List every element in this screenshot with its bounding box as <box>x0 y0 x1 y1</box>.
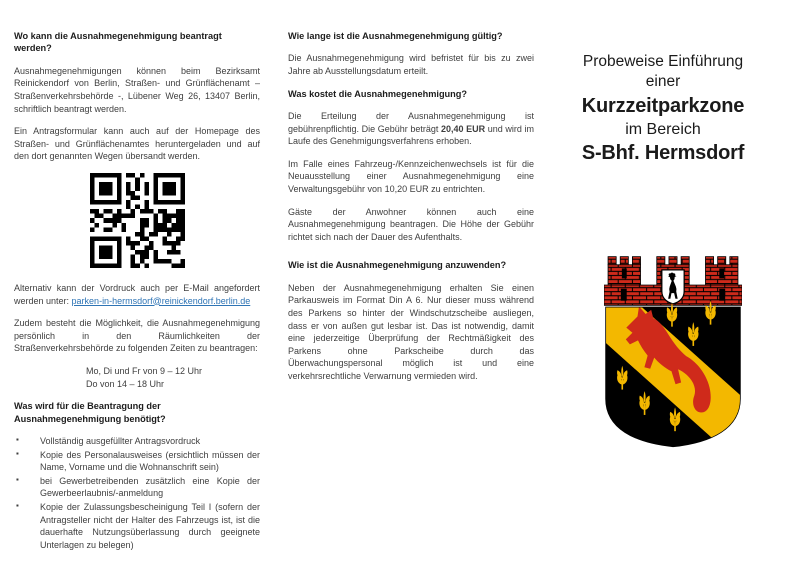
heading-validity: Wie lange ist die Ausnahmegenehmigung gültig? <box>288 31 503 41</box>
title-line-2: einer <box>645 73 681 91</box>
paragraph-in-person: Zudem besteht die Möglichkeit, die Ausnahmegenehmigung persönlich in den Räumlichkeiten der Straßenverkehrsbehörde zu folgenden Zeiten zu beantragen: <box>14 318 260 354</box>
heading-cost: Was kostet die Ausnahmegenehmigung? <box>288 88 468 99</box>
paragraph-guests: Gäste der Anwohner können auch eine Ausnahmegenehmigung beantragen. Die Höhe der Gebühr richtet sich nach der Dauer des Aufenthalts. <box>288 206 534 242</box>
email-link[interactable]: parken-in-hermsdorf@reinickendorf.berlin.de <box>71 295 251 306</box>
paragraph-reissue-fee: Im Falle eines Fahrzeug-/Kennzeichenwechsels ist für die Neuausstellung einer Ausnahmegenehmigung eine Verwaltungsgebühr von 10,20 EUR zu entrichten. <box>288 158 534 194</box>
requirements-list <box>14 435 260 551</box>
berlin-bear-shield <box>662 270 684 304</box>
paragraph-validity: Die Ausnahmegenehmigung wird befristet für bis zu zwei Jahre ab Ausstellungsdatum erteilt. <box>288 53 534 77</box>
cost-text-before: Die Erteilung der Ausnahmegenehmigung ist gebührenpflichtig. Die Gebühr beträgt <box>288 111 534 134</box>
paragraph-email-request <box>14 282 260 307</box>
cost-amount: 20,40 EUR <box>441 123 486 134</box>
qr-code <box>90 173 185 268</box>
office-hours <box>14 365 260 390</box>
paragraph-form-homepage: Ein Antragsformular kann auch auf der Homepage des Straßen- und Grünflächenamtes heruntergeladen und auf den dort genannten Wegen übersandt werden. <box>14 126 260 162</box>
title-line-3: Kurzzeitparkzone <box>581 94 745 117</box>
heading-requirements: Was wird für die Beantragung der Ausnahmegenehmigung benötigt? <box>14 401 166 424</box>
paragraph-cost <box>288 110 534 148</box>
email-request-text: Alternativ kann der Vordruck auch per E-Mail angefordert werden unter: <box>14 283 260 306</box>
title-line-5: S-Bhf. Hermsdorf <box>581 142 745 165</box>
middle-column <box>288 30 534 393</box>
title-line-1: Probeweise Einführung <box>582 53 744 70</box>
shield <box>604 289 742 450</box>
heading-usage: Wie ist die Ausnahmegenehmigung anzuwenden? <box>288 260 507 271</box>
reinickendorf-coat-of-arms <box>604 250 742 450</box>
list-item: ▪ bei Gewerbetreibenden zusätzlich eine Kopie der Gewerbeerlaubnis/-anmeldung <box>40 475 260 500</box>
cost-text-after: und wird im Laufe des Genehmigungsverfahrens erhoben. <box>288 123 535 147</box>
list-item: ▪ Kopie des Personalausweises (ersichtlich müssen der Name, Vorname und die Wohnanschrift sein) <box>40 449 260 474</box>
heading-where-to-apply: Wo kann die Ausnahmegenehmigung beantragt werden? <box>14 31 222 54</box>
left-column <box>14 30 260 552</box>
office-hours-line1: Mo, Di und Fr von 9 – 12 Uhr <box>86 365 203 376</box>
cover-panel <box>535 52 791 167</box>
office-hours-line2: Do von 14 – 18 Uhr <box>86 378 165 389</box>
paragraph-usage: Neben der Ausnahmegenehmigung erhalten Sie einen Parkausweis im Format Din A 6. Nur dieser muss während des Parkens so hinter der Windschutzscheibe ausliegen, dass er von außen gut lesbar ist. Das ist notwendig, damit eine jederzeitige Überprüfung der Rechtmäßigkeit des Parkens ohne Parkscheibe durch das Überwachungspersonal möglich ist und eine verkehrsrechtliche Verwarnung vermieden wird. <box>288 282 534 381</box>
title-line-4: im Bereich <box>625 121 701 139</box>
list-item: ▪ Kopie der Zulassungsbescheinigung Teil I (sofern der Antragsteller nicht der Halter des Fahrzeugs ist, ist die dauerhafte Nutzungsüberlassung durch geeignete Unterlagen zu belegen) <box>40 501 260 551</box>
paragraph-apply-address: Ausnahmegenehmigungen können beim Bezirksamt Reinickendorf von Berlin, Straßen- und Grünflächenamt – Straßenverkehrsbehörde -, Lübener Weg 26, 13407 Berlin, schriftlich beantragt werden. <box>14 65 260 114</box>
list-item: ▪ Vollständig ausgefüllter Antragsvordruck <box>40 435 260 448</box>
